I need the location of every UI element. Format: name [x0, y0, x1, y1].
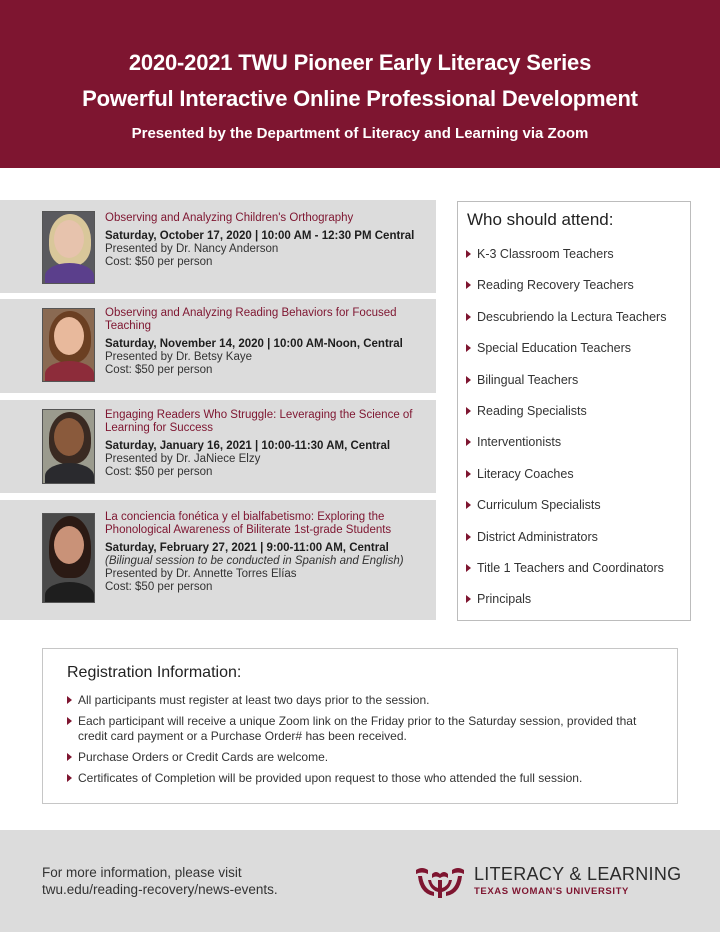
attendee-heading: Who should attend:: [467, 210, 614, 229]
session-date: Saturday, January 16, 2021 | 10:00-11:30 AM, Central: [105, 440, 391, 452]
session-cost: Cost: $50 per person: [105, 256, 213, 268]
triangle-bullet-icon: [466, 407, 471, 415]
list-item: District Administrators: [466, 530, 666, 561]
registration-list: [67, 693, 667, 792]
triangle-bullet-icon: [466, 564, 471, 572]
triangle-bullet-icon: [466, 501, 471, 509]
series-title: 2020-2021 TWU Pioneer Early Literacy Series: [128, 50, 592, 75]
session-date: Saturday, February 27, 2021 | 9:00-11:00 AM, Central: [105, 542, 389, 554]
triangle-bullet-icon: [466, 281, 471, 289]
list-item: Title 1 Teachers and Coordinators: [466, 561, 666, 592]
triangle-bullet-icon: [466, 533, 471, 541]
triangle-bullet-icon: [67, 774, 72, 782]
triangle-bullet-icon: [466, 376, 471, 384]
list-item: Special Education Teachers: [466, 341, 666, 372]
session-cost: Cost: $50 per person: [105, 581, 213, 593]
triangle-bullet-icon: [466, 344, 471, 352]
logo-wordmark: LITERACY & LEARNING: [474, 864, 682, 884]
footer: [0, 830, 720, 932]
presenter-photo: [42, 308, 95, 382]
header-banner: [0, 0, 720, 168]
list-item: Reading Specialists: [466, 404, 666, 435]
twu-logo-icon: [412, 864, 468, 902]
triangle-bullet-icon: [67, 717, 72, 725]
triangle-bullet-icon: [466, 438, 471, 446]
triangle-bullet-icon: [67, 753, 72, 761]
list-item: Interventionists: [466, 435, 666, 466]
attendee-panel: [457, 201, 691, 621]
list-item: Curriculum Specialists: [466, 498, 666, 529]
session-cost: Cost: $50 per person: [105, 466, 213, 478]
series-subtitle: Powerful Interactive Online Professional Development: [82, 86, 638, 111]
presenter-department: Presented by the Department of Literacy and Learning via Zoom: [131, 125, 589, 142]
attendee-list: [466, 247, 666, 624]
triangle-bullet-icon: [466, 470, 471, 478]
session-language-note: (Bilingual session to be conducted in Spanish and English): [105, 555, 404, 567]
list-item: Purchase Orders or Credit Cards are welcome.: [67, 750, 667, 765]
presenter-photo: [42, 513, 95, 603]
session-presenter: Presented by Dr. Nancy Anderson: [105, 243, 279, 255]
session-title: La conciencia fonética y el bialfabetismo: Exploring the Phonological Awareness of Biliterate 1st-grade Students: [105, 511, 392, 536]
logo-university: TEXAS WOMAN'S UNIVERSITY: [474, 886, 629, 897]
list-item: Certificates of Completion will be provided upon request to those who attended the full session.: [67, 771, 667, 786]
list-item: Bilingual Teachers: [466, 373, 666, 404]
triangle-bullet-icon: [466, 250, 471, 258]
session-presenter: Presented by Dr. Betsy Kaye: [105, 351, 253, 363]
session-cost: Cost: $50 per person: [105, 364, 213, 376]
list-item: K-3 Classroom Teachers: [466, 247, 666, 278]
session-title: Observing and Analyzing Children's Orthography: [105, 212, 354, 224]
session-presenter: Presented by Dr. JaNiece Elzy: [105, 453, 261, 465]
session-presenter: Presented by Dr. Annette Torres Elías: [105, 568, 297, 580]
session-card: [0, 200, 436, 293]
registration-heading: Registration Information:: [67, 664, 242, 681]
list-item: All participants must register at least two days prior to the session.: [67, 693, 667, 708]
list-item: Reading Recovery Teachers: [466, 278, 666, 309]
more-info-text: For more information, please visit: [42, 865, 242, 880]
presenter-photo: [42, 409, 95, 484]
list-item: Principals: [466, 592, 666, 623]
session-title: Observing and Analyzing Reading Behaviors for Focused Teaching: [105, 307, 397, 332]
session-date: Saturday, October 17, 2020 | 10:00 AM - 12:30 PM Central: [105, 230, 415, 242]
registration-panel: [42, 648, 678, 804]
triangle-bullet-icon: [466, 313, 471, 321]
session-date: Saturday, November 14, 2020 | 10:00 AM-Noon, Central: [105, 338, 403, 350]
session-title: Engaging Readers Who Struggle: Leveraging the Science of Learning for Success: [105, 409, 413, 434]
more-info-link[interactable]: twu.edu/reading-recovery/news-events.: [42, 882, 278, 897]
session-card: [0, 500, 436, 620]
session-card: [0, 299, 436, 393]
session-card: [0, 400, 436, 493]
triangle-bullet-icon: [466, 595, 471, 603]
presenter-photo: [42, 211, 95, 284]
list-item: Each participant will receive a unique Zoom link on the Friday prior to the Saturday session, provided that credit card payment or a Purchase Order# has been received.: [67, 714, 667, 743]
triangle-bullet-icon: [67, 696, 72, 704]
list-item: Descubriendo la Lectura Teachers: [466, 310, 666, 341]
list-item: Literacy Coaches: [466, 467, 666, 498]
